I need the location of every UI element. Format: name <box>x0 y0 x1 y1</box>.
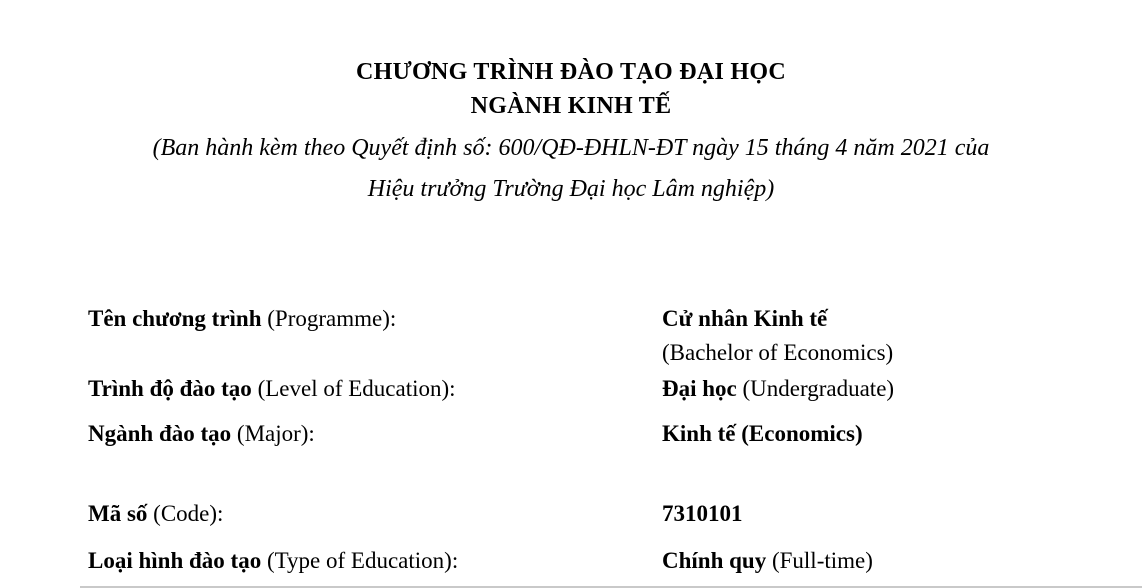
field-value-level-vi: Đại học <box>662 376 737 401</box>
field-label-major <box>88 417 662 451</box>
field-label-type <box>88 544 662 578</box>
field-label-level <box>88 372 662 406</box>
decree-note <box>0 128 1142 210</box>
field-label-programme-vi: Tên chương trình <box>88 306 262 331</box>
document-title-line-2: NGÀNH KINH TẾ <box>470 93 672 119</box>
field-row-programme <box>88 302 1098 370</box>
field-label-major-vi: Ngành đào tạo <box>88 421 232 446</box>
field-label-programme-en: (Programme): <box>261 306 397 331</box>
field-value-programme-en: (Bachelor of Economics) <box>662 340 894 365</box>
programme-info-list <box>88 302 1098 578</box>
field-label-code-en: (Code): <box>147 501 224 526</box>
field-value-programme <box>662 302 1098 370</box>
field-value-programme-vi: Cử nhân Kinh tế <box>662 306 828 331</box>
field-label-type-vi: Loại hình đào tạo <box>88 548 262 573</box>
field-row-type <box>88 544 1098 578</box>
decree-note-line-2: Hiệu trưởng Trường Đại học Lâm nghiệp) <box>367 176 775 202</box>
field-value-major <box>662 417 1098 451</box>
field-label-code <box>88 497 662 531</box>
field-label-code-vi: Mã số <box>88 501 148 526</box>
field-row-level <box>88 372 1098 406</box>
field-label-level-en: (Level of Education): <box>251 376 456 401</box>
field-value-type-vi: Chính quy <box>662 548 767 573</box>
field-label-major-en: (Major): <box>231 421 315 446</box>
field-value-type-en: (Full-time) <box>766 548 873 573</box>
field-label-type-en: (Type of Education): <box>261 548 459 573</box>
field-row-code <box>88 497 1098 531</box>
document-title-line-1: CHƯƠNG TRÌNH ĐÀO TẠO ĐẠI HỌC <box>356 59 786 85</box>
field-value-type <box>662 544 1098 578</box>
field-label-programme <box>88 302 662 336</box>
field-value-code <box>662 497 1098 531</box>
field-row-major <box>88 417 1098 451</box>
field-value-level <box>662 372 1098 406</box>
field-value-code-number: 7310101 <box>662 501 743 526</box>
field-value-major-vi: Kinh tế (Economics) <box>662 421 863 446</box>
field-label-level-vi: Trình độ đào tạo <box>88 376 252 401</box>
decree-note-line-1: (Ban hành kèm theo Quyết định số: 600/QĐ-ĐHLN-ĐT ngày 15 tháng 4 năm 2021 của <box>152 135 990 161</box>
field-value-level-en: (Undergraduate) <box>736 376 895 401</box>
document-header <box>0 55 1142 210</box>
